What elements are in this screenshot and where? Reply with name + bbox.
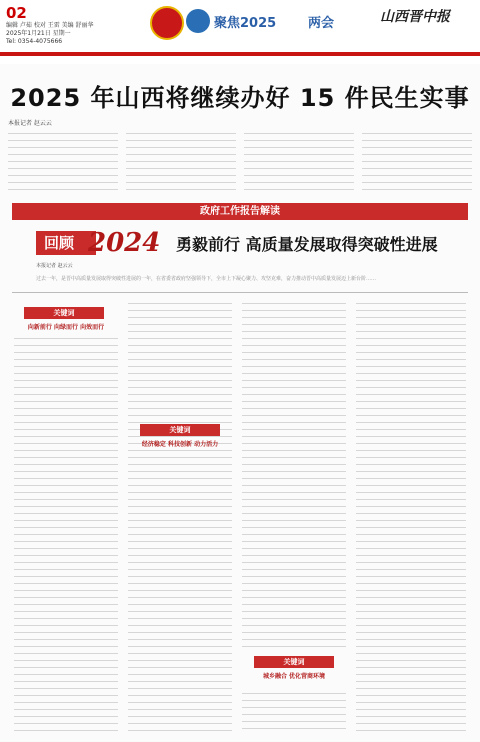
feature-headline (36, 230, 466, 258)
byline: 本报记者 赵云云 (8, 120, 52, 127)
focus-label-two: 两会 (308, 16, 335, 31)
keyword-subtitle: 向新前行 向绿而行 向效而行 (27, 324, 105, 331)
header-divider (0, 52, 480, 56)
article-column (128, 300, 232, 735)
section-banner (12, 203, 468, 220)
focus-label: 聚焦2025 (214, 16, 277, 31)
article-column (126, 130, 236, 196)
article-column (8, 130, 118, 196)
divider (12, 292, 468, 293)
date-line: 2025年1月21日 星期一 (6, 30, 71, 37)
article-column (356, 300, 466, 735)
feature-label-box (36, 231, 96, 255)
party-emblem-icon (186, 9, 210, 33)
feature-byline: 本报记者 赵云云 (36, 263, 73, 269)
page-number: 02 (6, 4, 27, 22)
editors-line: 编辑 卢茹 校对 王雷 美编 舒丽华 (6, 22, 94, 29)
edition-meta (6, 22, 94, 46)
section-banner-text: 政府工作报告解读 (200, 206, 280, 217)
keyword-subtitle: 经济稳定 科技创新 动力活力 (141, 441, 219, 448)
keyword-tag: 关键词 (24, 307, 104, 319)
page-header (0, 0, 480, 64)
article-column (242, 300, 346, 650)
national-emblem-icon (150, 6, 184, 40)
feature-year: 2024 (88, 228, 161, 258)
article-column (242, 690, 346, 735)
tel-line: Tel: 0354-4075666 (6, 38, 63, 45)
article-column (362, 130, 472, 196)
feature-title: 勇毅前行 高质量发展取得突破性进展 (176, 235, 438, 254)
article-column (244, 130, 354, 196)
article-column (14, 335, 118, 735)
masthead-logo: 山西晋中报 (380, 9, 450, 25)
keyword-tag: 关键词 (140, 424, 220, 436)
feature-lead: 过去一年，是晋中高质量发展取得突破性进展的一年，在省委省政府坚强领导下，全市上下凝心聚力、攻坚克难，奋力推动晋中高质量发展迈上新台阶…… (36, 276, 377, 282)
main-headline: 2025 年山西将继续办好 15 件民生实事 (10, 84, 470, 112)
keyword-tag: 关键词 (254, 656, 334, 668)
feature-label: 回顾 (44, 234, 75, 252)
keyword-subtitle: 城乡融合 优化营商环境 (262, 673, 326, 680)
